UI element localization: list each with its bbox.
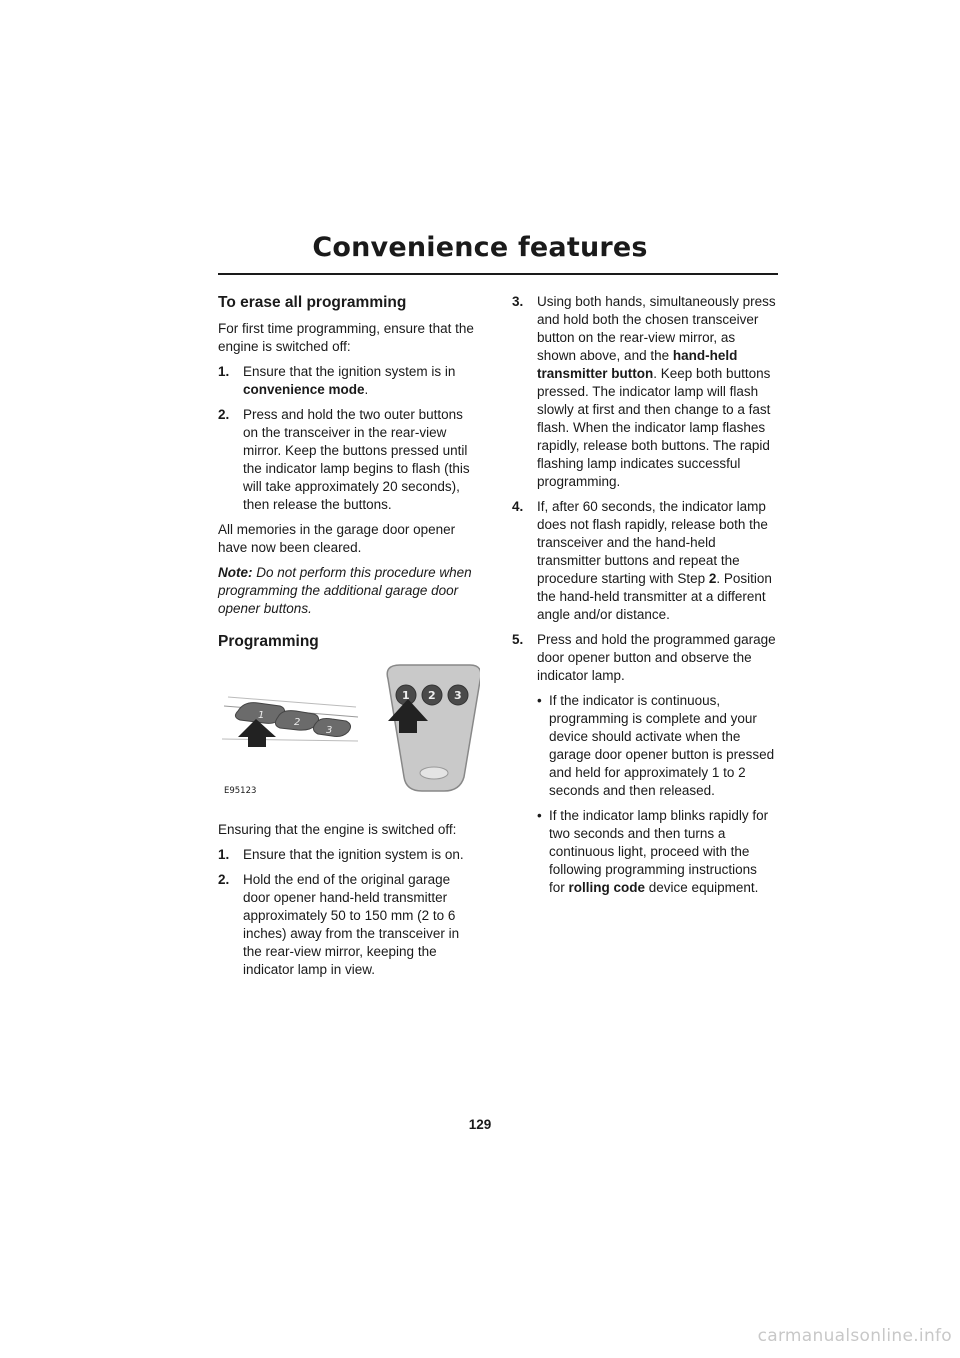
note-text: Do not perform this procedure when programming the additional garage door opener buttons. [218,565,472,616]
prog-step-3 [512,293,776,491]
erase-step-1 [218,363,480,399]
fob-button-3 [448,685,468,705]
header-rule [218,273,778,275]
page-title: Convenience features [312,232,648,263]
erase-intro: For first time programming, ensure that the engine is switched off: [218,321,474,354]
step-text: Ensure that the ignition system is on. [243,847,464,862]
step-number: 1. [218,364,230,379]
right-column [512,293,776,904]
watermark: carmanualsonline.info [757,1326,952,1346]
mirror-and-fob-drawing [218,659,480,809]
step-bold: hand-held transmitter button [537,348,738,381]
bullet-text-end: device equipment. [645,880,759,895]
step-text: Press and hold the two outer buttons on the transceiver in the rear-view mirror. Keep the buttons pressed until the indicator lamp begins to flash (this will take approximately 20 seconds), then release the buttons. [243,407,470,512]
step-text: Press and hold the programmed garage door opener button and observe the indicator lamp. [537,632,776,683]
step-text-end: . [364,382,369,397]
programming-heading: Programming [218,633,319,650]
prog-step-5 [512,631,776,685]
step-number: 2. [218,872,230,887]
step-text-end: . Keep both buttons pressed. The indicator lamp will flash slowly at first and then change to a fast flash. When the indicator lamp flashes rapidly, release both buttons. The rapid flashing lamp indicates successful programming. [537,366,771,489]
bullet-dot: • [537,693,542,708]
button-number: 2 [428,689,436,702]
button-number: 1 [258,710,265,721]
step-text-end: . Position the hand-held transmitter at a different angle and/or distance. [537,571,772,622]
cleared-text: All memories in the garage door opener have now been cleared. [218,522,456,555]
step-number: 4. [512,499,524,514]
step-text: Hold the end of the original garage door opener hand-held transmitter approximately 50 to 150 mm (2 to 6 inches) away from the transceiver in the rear-view mirror, keeping the indicator lamp in view. [243,872,460,977]
step-bold: convenience mode [243,382,365,397]
step-number: 2. [218,407,230,422]
prog-step-4 [512,498,776,624]
step-bold: 2 [708,571,717,586]
step-5-bullets [512,692,776,897]
mirror-button-3 [313,719,350,737]
page-number: 129 [468,1117,492,1132]
step-text: Ensure that the ignition system is in [243,364,456,379]
button-number: 2 [294,717,301,728]
note [218,564,480,618]
fob-button-2 [422,685,442,705]
step-text: Using both hands, simultaneously press and hold both the chosen transceiver button on the rear-view mirror, as shown above, and the [537,294,776,363]
step-text: If, after 60 seconds, the indicator lamp does not flash rapidly, release both the transceiver and the hand-held transmitter buttons and repeat the procedure starting with Step [537,499,768,586]
bullet-text: If the indicator is continuous, programming is complete and your device should activate when the garage door opener button is pressed and held for approximately 1 to 2 seconds and then released. [549,693,775,798]
bullet-dot: • [537,808,542,823]
prog-intro: Ensuring that the engine is switched off: [218,822,457,837]
step-number: 1. [218,847,230,862]
transmitter-illustration [218,659,480,809]
mirror-edge-line [222,739,358,741]
step-number: 5. [512,632,524,647]
bullet-text: If the indicator lamp blinks rapidly for two seconds and then turns a continuous light, proceed with the following programming instructions for [549,808,769,895]
bullet-bold: rolling code [568,880,646,895]
step-number: 3. [512,294,524,309]
figure-label: E95123 [224,786,257,796]
erase-step-2 [218,406,480,514]
button-number: 3 [454,689,462,702]
button-number: 3 [326,725,333,736]
prog-step-1 [218,846,480,864]
mirror-button-2 [275,711,318,731]
prog-step-2 [218,871,480,979]
note-label: Note: [218,565,253,580]
bullet-item [537,807,776,897]
left-column [218,293,480,986]
erase-heading: To erase all programming [218,294,407,311]
bullet-item [537,692,776,800]
button-number: 1 [402,689,410,702]
